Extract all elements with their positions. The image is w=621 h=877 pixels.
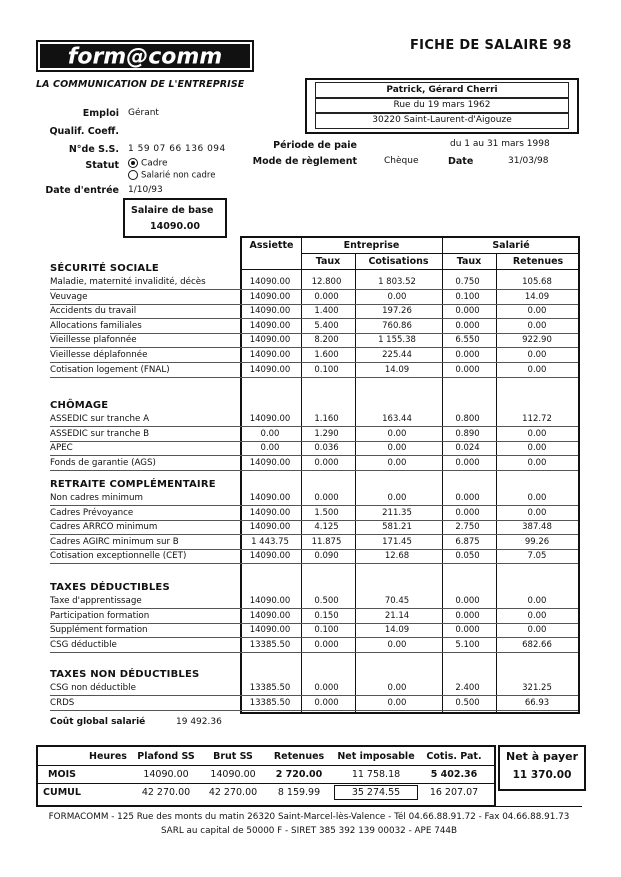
cell-taux-e: 0.100 (314, 625, 339, 636)
summary-divider (38, 765, 494, 766)
cell-ret: 0.00 (527, 596, 547, 606)
summary-header: Brut SS (213, 751, 253, 762)
cell-taux-e: 0.036 (314, 443, 339, 454)
cell-taux-e: 1.290 (314, 428, 339, 439)
cell-taux-s: 0.000 (455, 320, 480, 331)
logo-text: form@comm (67, 44, 223, 70)
cell-assiette: 14090.00 (249, 625, 291, 636)
employee-address2: 30220 Saint-Laurent-d'Aigouze (315, 112, 569, 129)
radio-checked-icon (128, 158, 138, 168)
row-label: Accidents du travail (50, 306, 137, 317)
net-a-payer-label: Net à payer (505, 750, 579, 763)
cell-taux-s: 0.750 (455, 277, 480, 287)
cell-taux-e: 0.150 (314, 610, 339, 621)
row-underline (50, 333, 578, 334)
cell-taux-e: 11.875 (311, 536, 342, 547)
summary-header: Retenues (273, 751, 325, 762)
cell-cotis: 0.00 (387, 697, 407, 708)
cell-ret: 99.26 (524, 536, 550, 547)
footer-divider (36, 806, 582, 807)
summary-cell: 16 207.07 (429, 787, 479, 798)
cell-assiette: 14090.00 (249, 350, 291, 360)
row-label: Cotisation logement (FNAL) (50, 364, 170, 375)
row-underline (50, 608, 578, 609)
cell-cotis: 21.14 (384, 610, 410, 621)
cell-ret: 0.00 (527, 493, 547, 503)
cell-taux-e: 0.000 (314, 493, 339, 503)
summary-header: Heures (89, 751, 127, 762)
radio-unchecked-icon (128, 170, 138, 180)
cell-assiette: 14090.00 (249, 306, 291, 317)
cell-taux-e: 8.200 (314, 335, 339, 346)
row-underline (50, 318, 578, 319)
cell-assiette: 1 443.75 (251, 536, 289, 547)
section-title: SÉCURITÉ SOCIALE (50, 263, 159, 274)
employee-box (305, 78, 579, 134)
header-entreprise: Entreprise (343, 240, 400, 251)
header-assiette: Assiette (249, 240, 294, 251)
summary-header: Plafond SS (137, 751, 195, 762)
row-underline (50, 520, 578, 521)
header-divider (242, 269, 578, 270)
row-label: Allocations familiales (50, 320, 142, 331)
cell-cotis: 0.00 (387, 493, 407, 503)
statut-cadre-label: Cadre (141, 158, 168, 169)
cell-taux-s: 2.400 (455, 683, 480, 693)
cell-assiette: 13385.50 (249, 683, 291, 693)
cell-ret: 0.00 (527, 350, 547, 360)
employee-address1: Rue du 19 mars 1962 (315, 97, 569, 114)
summary-cell: 8 159.99 (277, 787, 321, 798)
salaire-base-box (123, 198, 227, 238)
section-title: CHÔMAGE (50, 400, 109, 411)
cell-taux-s: 0.024 (455, 443, 480, 454)
emploi-value: Gérant (128, 108, 159, 118)
header-retenues: Retenues (512, 256, 564, 267)
row-underline (50, 470, 578, 471)
statut-cadre (128, 158, 168, 169)
summary-cell: 14090.00 (210, 769, 256, 780)
cell-taux-s: 6.550 (455, 335, 480, 346)
periode-value: du 1 au 31 mars 1998 (450, 139, 550, 149)
cell-taux-s: 0.000 (455, 610, 480, 621)
header-taux-entreprise: Taux (315, 256, 341, 267)
cell-taux-e: 0.000 (314, 697, 339, 708)
cell-taux-s: 2.750 (455, 522, 480, 533)
row-label: CRDS (50, 697, 75, 708)
cell-assiette: 14090.00 (249, 277, 291, 287)
cell-taux-s: 0.000 (455, 493, 480, 503)
cell-assiette: 14090.00 (249, 364, 291, 375)
row-label: ASSEDIC sur tranche B (50, 428, 150, 439)
cell-cotis: 0.00 (387, 428, 407, 439)
cell-assiette: 14090.00 (249, 335, 291, 346)
cell-cotis: 197.26 (382, 306, 412, 317)
cell-ret: 0.00 (527, 610, 547, 621)
row-underline (50, 304, 578, 305)
row-underline (50, 637, 578, 638)
ss-value: 1 59 07 66 136 094 (128, 144, 226, 154)
cell-taux-s: 0.000 (455, 350, 480, 360)
header-divider (301, 253, 578, 254)
row-underline (50, 563, 578, 564)
row-label: Cadres ARRCO minimum (50, 522, 158, 533)
cell-ret: 66.93 (524, 697, 550, 708)
row-underline (50, 289, 578, 290)
cell-taux-s: 0.050 (455, 551, 480, 562)
cell-cotis: 171.45 (382, 536, 412, 547)
cell-cotis: 0.00 (387, 291, 407, 302)
cell-assiette: 14090.00 (249, 522, 291, 533)
cell-taux-s: 0.000 (455, 364, 480, 375)
row-label: CSG non déductible (50, 683, 136, 693)
cell-taux-s: 6.875 (455, 536, 480, 547)
cell-taux-s: 0.000 (455, 596, 480, 606)
cell-taux-e: 0.100 (314, 364, 339, 375)
header-salarie: Salarié (492, 240, 530, 251)
cout-global-label: Coût global salarié (50, 717, 146, 727)
cell-ret: 0.00 (527, 507, 547, 518)
cell-cotis: 760.86 (382, 320, 412, 331)
row-label: CSG déductible (50, 639, 117, 650)
row-label: Vieillesse plafonnée (50, 335, 137, 346)
cell-taux-s: 0.500 (455, 697, 480, 708)
cell-assiette: 14090.00 (249, 493, 291, 503)
cell-cotis: 0.00 (387, 683, 407, 693)
row-underline (50, 623, 578, 624)
cell-cotis: 14.09 (384, 625, 410, 636)
summary-row-label: CUMUL (43, 787, 81, 798)
cell-cotis: 1 155.38 (378, 335, 416, 346)
footer-legal: SARL au capital de 50000 F - SIRET 385 392 139 00032 - APE 744B (160, 826, 458, 836)
cell-taux-e: 1.160 (314, 414, 339, 424)
row-label: Supplément formation (50, 625, 148, 636)
cell-assiette: 0.00 (260, 443, 280, 454)
cell-ret: 0.00 (527, 457, 547, 468)
cell-cotis: 211.35 (382, 507, 412, 518)
cell-ret: 321.25 (522, 683, 552, 693)
date-value: 31/03/98 (508, 156, 549, 166)
cell-cotis: 1 803.52 (378, 277, 416, 287)
cell-taux-s: 0.000 (455, 457, 480, 468)
summary-box (36, 745, 496, 807)
row-label: Cotisation exceptionnelle (CET) (50, 551, 187, 562)
qualif-label: Qualif. Coeff. (49, 126, 119, 137)
cell-cotis: 581.21 (382, 522, 412, 533)
cell-taux-e: 1.500 (314, 507, 339, 518)
cell-cotis: 163.44 (382, 414, 412, 424)
cell-taux-e: 5.400 (314, 320, 339, 331)
summary-header: Net imposable (337, 751, 415, 762)
cell-ret: 0.00 (527, 320, 547, 331)
row-label: Fonds de garantie (AGS) (50, 457, 156, 468)
section-title: TAXES DÉDUCTIBLES (50, 582, 170, 593)
row-underline (50, 652, 578, 653)
cell-assiette: 13385.50 (249, 639, 291, 650)
cell-taux-e: 1.600 (314, 350, 339, 360)
cell-taux-e: 4.125 (314, 522, 339, 533)
cell-ret: 922.90 (522, 335, 552, 346)
cell-taux-e: 0.000 (314, 683, 339, 693)
row-underline (50, 455, 578, 456)
ss-label: N°de S.S. (68, 144, 119, 155)
row-label: ASSEDIC sur tranche A (50, 414, 150, 424)
cell-ret: 105.68 (522, 277, 552, 287)
cell-taux-s: 0.100 (455, 291, 480, 302)
cell-cotis: 0.00 (387, 443, 407, 454)
cell-ret: 14.09 (524, 291, 550, 302)
cell-taux-s: 0.000 (455, 625, 480, 636)
cell-cotis: 14.09 (384, 364, 410, 375)
salaire-base-value: 14090.00 (150, 221, 200, 232)
cell-taux-e: 0.000 (314, 639, 339, 650)
row-underline (50, 426, 578, 427)
cell-assiette: 14090.00 (249, 457, 291, 468)
row-underline (50, 710, 578, 711)
cell-ret: 0.00 (527, 428, 547, 439)
cell-ret: 0.00 (527, 364, 547, 375)
cell-assiette: 14090.00 (249, 320, 291, 331)
cell-cotis: 12.68 (384, 551, 410, 562)
statut-non-cadre (128, 170, 215, 181)
mode-value: Chèque (384, 156, 419, 166)
mode-label: Mode de règlement (252, 156, 357, 167)
salaire-base-label: Salaire de base (131, 205, 214, 216)
section-title: TAXES NON DÉDUCTIBLES (50, 669, 200, 680)
cell-assiette: 13385.50 (249, 697, 291, 708)
summary-row-label: MOIS (48, 769, 76, 780)
cell-assiette: 14090.00 (249, 414, 291, 424)
cell-taux-e: 0.000 (314, 457, 339, 468)
net-a-payer-value: 11 370.00 (512, 769, 572, 781)
cell-ret: 7.05 (527, 551, 547, 562)
section-title: RETRAITE COMPLÉMENTAIRE (50, 479, 216, 490)
document-title: FICHE DE SALAIRE 98 (410, 38, 572, 53)
row-underline (50, 362, 578, 363)
cell-ret: 0.00 (527, 625, 547, 636)
summary-cell: 5 402.36 (430, 769, 478, 780)
summary-cell: 42 270.00 (141, 787, 191, 798)
emploi-label: Emploi (82, 108, 119, 119)
cell-cotis: 70.45 (384, 596, 410, 606)
cell-assiette: 14090.00 (249, 610, 291, 621)
row-label: Veuvage (50, 291, 88, 302)
row-underline (50, 695, 578, 696)
cell-assiette: 0.00 (260, 428, 280, 439)
cell-ret: 387.48 (522, 522, 552, 533)
cell-ret: 0.00 (527, 443, 547, 454)
row-underline (50, 347, 578, 348)
cell-taux-e: 12.800 (311, 277, 342, 287)
footer-address: FORMACOMM - 125 Rue des monts du matin 26320 Saint-Marcel-lès-Valence - Tél 04.66.88.91.72 - Fax 04.66.88.91.73 (48, 812, 570, 822)
cell-assiette: 14090.00 (249, 551, 291, 562)
row-label: Cadres Prévoyance (50, 507, 134, 518)
row-label: Vieillesse déplafonnée (50, 350, 148, 360)
cell-ret: 112.72 (522, 414, 552, 424)
row-underline (50, 549, 578, 550)
cell-taux-e: 0.000 (314, 291, 339, 302)
row-label: Maladie, maternité invalidité, décès (50, 277, 206, 287)
statut-label: Statut (85, 160, 119, 171)
summary-divider (38, 783, 494, 784)
summary-cell: 2 720.00 (275, 769, 323, 780)
header-taux-salarie: Taux (456, 256, 482, 267)
cell-cotis: 0.00 (387, 639, 407, 650)
cell-taux-s: 0.000 (455, 306, 480, 317)
entree-value: 1/10/93 (128, 185, 163, 195)
cell-taux-e: 1.400 (314, 306, 339, 317)
row-label: APEC (50, 443, 73, 454)
tagline: LA COMMUNICATION DE L'ENTREPRISE (36, 79, 245, 90)
cell-cotis: 225.44 (382, 350, 412, 360)
header-cotisations: Cotisations (368, 256, 429, 267)
row-underline (50, 505, 578, 506)
periode-label: Période de paie (273, 140, 357, 151)
summary-header: Cotis. Pat. (426, 751, 482, 762)
summary-cell: 14090.00 (143, 769, 189, 780)
cell-taux-e: 0.090 (314, 551, 339, 562)
row-label: Non cadres minimum (50, 493, 143, 503)
cell-ret: 682.66 (522, 639, 552, 650)
cell-cotis: 0.00 (387, 457, 407, 468)
row-label: Participation formation (50, 610, 150, 621)
cell-taux-s: 5.100 (455, 639, 480, 650)
date-label: Date (448, 156, 474, 167)
cell-taux-s: 0.890 (455, 428, 480, 439)
row-underline (50, 377, 578, 378)
row-underline (50, 534, 578, 535)
cell-taux-e: 0.500 (314, 596, 339, 606)
statut-non-cadre-label: Salarié non cadre (141, 170, 216, 181)
cell-taux-s: 0.800 (455, 414, 480, 424)
company-logo (36, 40, 254, 72)
summary-cell: 11 758.18 (351, 769, 401, 780)
summary-cell: 42 270.00 (208, 787, 258, 798)
cell-assiette: 14090.00 (249, 291, 291, 302)
row-underline (50, 441, 578, 442)
entree-label: Date d'entrée (45, 185, 119, 196)
summary-cell: 35 274.55 (334, 785, 418, 800)
cell-taux-s: 0.000 (455, 507, 480, 518)
employee-name: Patrick, Gérard Cherri (315, 82, 569, 99)
cell-ret: 0.00 (527, 306, 547, 317)
net-a-payer-box (498, 745, 586, 791)
cell-assiette: 14090.00 (249, 507, 291, 518)
cout-global-value: 19 492.36 (176, 717, 222, 727)
row-label: Cadres AGIRC minimum sur B (50, 536, 179, 547)
cell-assiette: 14090.00 (249, 596, 291, 606)
row-label: Taxe d'apprentissage (50, 596, 142, 606)
